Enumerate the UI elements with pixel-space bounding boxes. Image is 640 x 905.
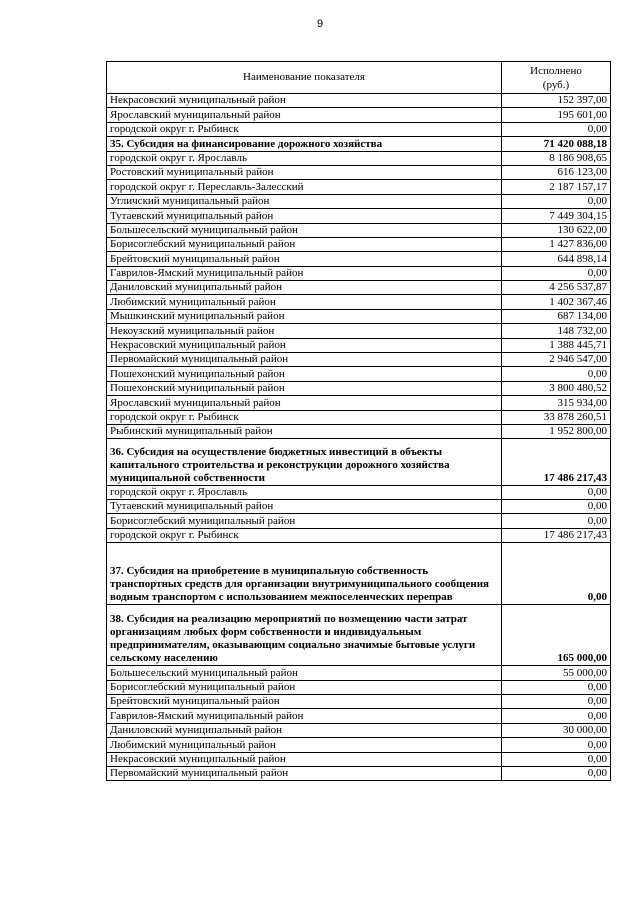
table-body — [107, 94, 611, 781]
table-row — [107, 151, 611, 165]
row-name-cell: Некоузский муниципальный район — [107, 324, 502, 338]
table-row — [107, 709, 611, 723]
row-value-cell: 55 000,00 — [502, 666, 611, 680]
row-value-cell: 3 800 480,52 — [502, 381, 611, 395]
row-value-cell: 17 486 217,43 — [502, 439, 611, 485]
row-value-cell: 0,00 — [502, 709, 611, 723]
row-name-cell: 36. Субсидия на осуществление бюджетных инвестиций в объекты капитального строительства и реконструкции дорожного хозяйства муниципальной собственности — [107, 439, 502, 485]
row-name-cell: Брейтовский муниципальный район — [107, 695, 502, 709]
table-row — [107, 604, 611, 666]
row-value-cell: 0,00 — [502, 738, 611, 752]
row-name-cell: Брейтовский муниципальный район — [107, 252, 502, 266]
row-name-cell: Первомайский муниципальный район — [107, 353, 502, 367]
header-value-line2: (руб.) — [542, 78, 570, 91]
row-value-cell: 1 388 445,71 — [502, 338, 611, 352]
row-name-cell: Некрасовский муниципальный район — [107, 94, 502, 108]
table-row — [107, 485, 611, 499]
table-row — [107, 324, 611, 338]
row-name-cell: Мышкинский муниципальный район — [107, 309, 502, 323]
header-name-cell: Наименование показателя — [107, 62, 502, 94]
row-value-cell: 0,00 — [502, 485, 611, 499]
row-value-cell: 0,00 — [502, 543, 611, 605]
row-value-cell: 0,00 — [502, 752, 611, 766]
row-value-cell: 0,00 — [502, 695, 611, 709]
row-name-cell: Угличский муниципальный район — [107, 194, 502, 208]
row-name-cell: городской округ г. Рыбинск — [107, 122, 502, 136]
row-value-cell: 0,00 — [502, 767, 611, 781]
row-value-cell: 17 486 217,43 — [502, 528, 611, 542]
table-row — [107, 367, 611, 381]
row-name-cell: Гаврилов-Ямский муниципальный район — [107, 266, 502, 280]
table-row — [107, 752, 611, 766]
table-row — [107, 338, 611, 352]
row-name-cell: Рыбинский муниципальный район — [107, 424, 502, 438]
row-name-cell: 38. Субсидия на реализацию мероприятий по возмещению части затрат организациям любых форм собственности и индивидуальным предпринимателям, оказывающим социально значимые бытовые услуги сельскому населению — [107, 604, 502, 666]
table-row — [107, 767, 611, 781]
row-value-cell: 148 732,00 — [502, 324, 611, 338]
row-value-cell: 152 397,00 — [502, 94, 611, 108]
row-name-cell: Ростовский муниципальный район — [107, 165, 502, 179]
table-row — [107, 396, 611, 410]
row-value-cell: 33 878 260,51 — [502, 410, 611, 424]
row-name-cell: Пошехонский муниципальный район — [107, 367, 502, 381]
table-row — [107, 723, 611, 737]
row-name-cell: Пошехонский муниципальный район — [107, 381, 502, 395]
row-value-cell: 4 256 537,87 — [502, 281, 611, 295]
row-name-cell: Борисоглебский муниципальный район — [107, 514, 502, 528]
row-value-cell: 0,00 — [502, 367, 611, 381]
table-row — [107, 353, 611, 367]
row-name-cell: Борисоглебский муниципальный район — [107, 237, 502, 251]
table-row — [107, 108, 611, 122]
row-value-cell: 616 123,00 — [502, 165, 611, 179]
table-row — [107, 695, 611, 709]
table-row — [107, 137, 611, 151]
table-row — [107, 424, 611, 438]
row-name-cell: городской округ г. Переславль-Залесский — [107, 180, 502, 194]
row-value-cell: 315 934,00 — [502, 396, 611, 410]
row-value-cell: 2 946 547,00 — [502, 353, 611, 367]
row-value-cell: 1 952 800,00 — [502, 424, 611, 438]
row-name-cell: Большесельский муниципальный район — [107, 223, 502, 237]
row-value-cell: 7 449 304,15 — [502, 209, 611, 223]
row-name-cell: Даниловский муниципальный район — [107, 281, 502, 295]
row-name-cell: Любимский муниципальный район — [107, 295, 502, 309]
table-row — [107, 223, 611, 237]
header-value-line1: Исполнено — [530, 64, 582, 77]
row-name-cell: Борисоглебский муниципальный район — [107, 680, 502, 694]
table-row — [107, 295, 611, 309]
budget-table — [106, 61, 611, 781]
table-row — [107, 165, 611, 179]
row-name-cell: городской округ г. Рыбинск — [107, 410, 502, 424]
row-name-cell: 35. Субсидия на финансирование дорожного хозяйства — [107, 137, 502, 151]
table-row — [107, 252, 611, 266]
row-value-cell: 644 898,14 — [502, 252, 611, 266]
table-row — [107, 381, 611, 395]
row-name-cell: Любимский муниципальный район — [107, 738, 502, 752]
row-name-cell: Тутаевский муниципальный район — [107, 499, 502, 513]
row-name-cell: Гаврилов-Ямский муниципальный район — [107, 709, 502, 723]
table-row — [107, 94, 611, 108]
table-row — [107, 237, 611, 251]
row-name-cell: Некрасовский муниципальный район — [107, 752, 502, 766]
row-value-cell: 130 622,00 — [502, 223, 611, 237]
table-row — [107, 543, 611, 605]
header-value-cell — [502, 62, 611, 94]
table-row — [107, 666, 611, 680]
table-row — [107, 528, 611, 542]
row-name-cell: Тутаевский муниципальный район — [107, 209, 502, 223]
table-row — [107, 209, 611, 223]
table-header-row — [107, 62, 611, 94]
row-name-cell: 37. Субсидия на приобретение в муниципальную собственность транспортных средств для организации внутримуниципального сообщения водным транспортом с использованием межпоселенческих переправ — [107, 543, 502, 605]
table-row — [107, 680, 611, 694]
row-value-cell: 2 187 157,17 — [502, 180, 611, 194]
row-value-cell: 0,00 — [502, 266, 611, 280]
row-value-cell: 0,00 — [502, 499, 611, 513]
table-row — [107, 194, 611, 208]
row-value-cell: 1 427 836,00 — [502, 237, 611, 251]
table-row — [107, 122, 611, 136]
row-value-cell: 195 601,00 — [502, 108, 611, 122]
row-value-cell: 30 000,00 — [502, 723, 611, 737]
table-row — [107, 439, 611, 485]
row-value-cell: 8 186 908,65 — [502, 151, 611, 165]
row-name-cell: городской округ г. Ярославль — [107, 151, 502, 165]
row-value-cell: 71 420 088,18 — [502, 137, 611, 151]
table-row — [107, 180, 611, 194]
row-value-cell: 0,00 — [502, 194, 611, 208]
row-value-cell: 0,00 — [502, 514, 611, 528]
table-row — [107, 738, 611, 752]
row-name-cell: городской округ г. Рыбинск — [107, 528, 502, 542]
row-name-cell: Ярославский муниципальный район — [107, 396, 502, 410]
row-value-cell: 0,00 — [502, 122, 611, 136]
table-row — [107, 266, 611, 280]
row-name-cell: Первомайский муниципальный район — [107, 767, 502, 781]
row-name-cell: городской округ г. Ярославль — [107, 485, 502, 499]
table-row — [107, 410, 611, 424]
row-name-cell: Некрасовский муниципальный район — [107, 338, 502, 352]
table-row — [107, 309, 611, 323]
row-value-cell: 0,00 — [502, 680, 611, 694]
page-number: 9 — [316, 18, 324, 30]
table-row — [107, 514, 611, 528]
row-value-cell: 1 402 367,46 — [502, 295, 611, 309]
row-value-cell: 165 000,00 — [502, 604, 611, 666]
row-value-cell: 687 134,00 — [502, 309, 611, 323]
row-name-cell: Даниловский муниципальный район — [107, 723, 502, 737]
row-name-cell: Ярославский муниципальный район — [107, 108, 502, 122]
table-row — [107, 499, 611, 513]
table-row — [107, 281, 611, 295]
row-name-cell: Большесельский муниципальный район — [107, 666, 502, 680]
